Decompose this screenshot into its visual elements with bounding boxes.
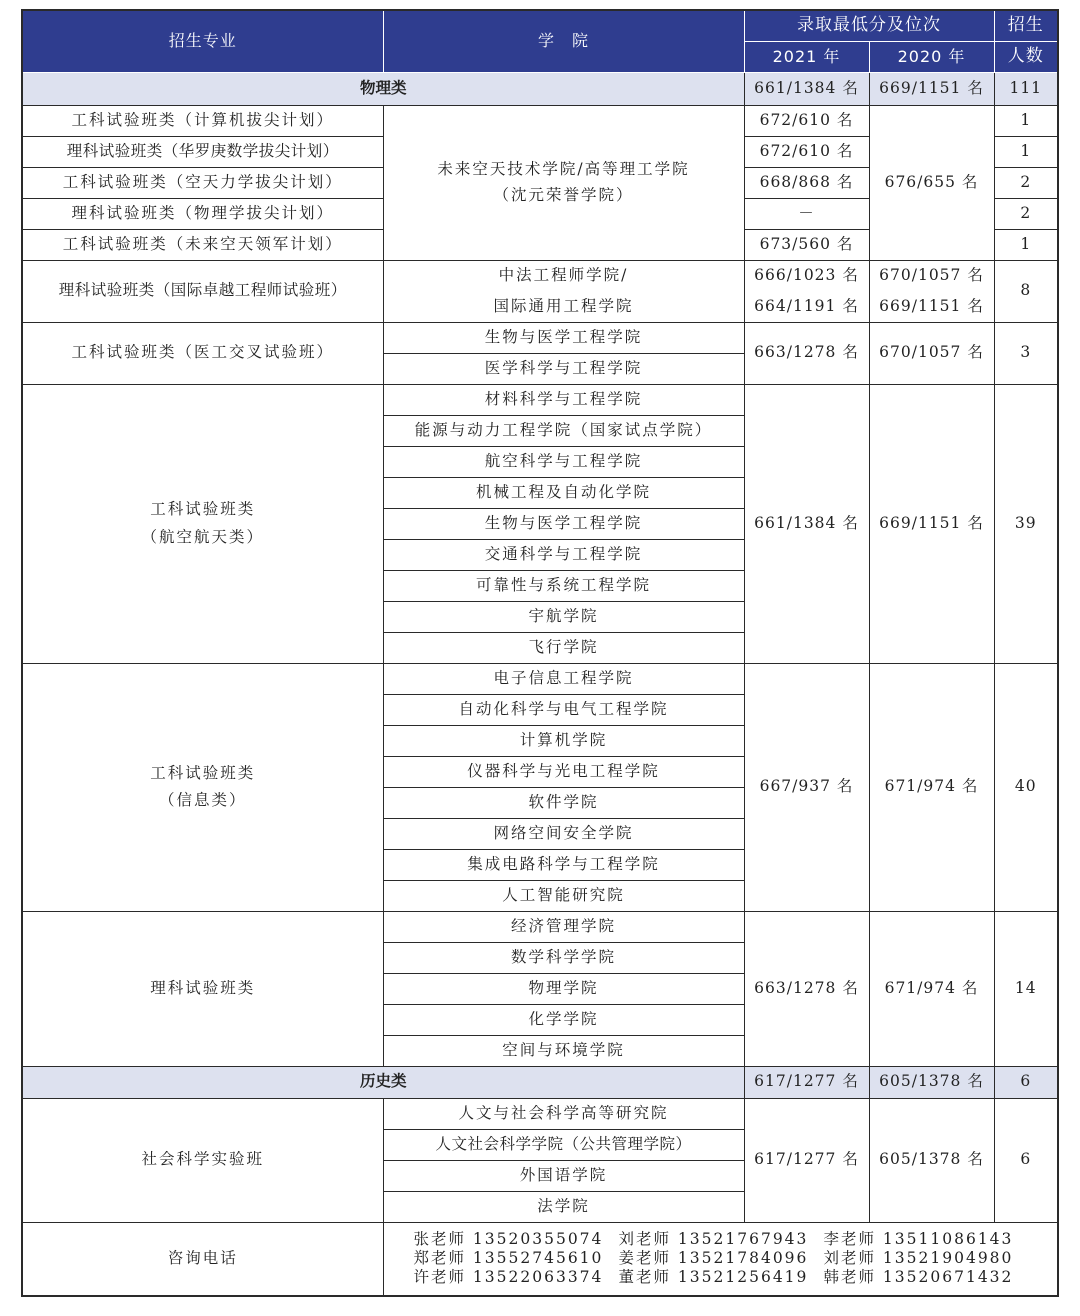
count-cell: 1 [994,136,1058,167]
college-cell: 电子信息工程学院 [383,663,744,694]
college-cell: 法学院 [383,1191,744,1222]
contact-entry: 张老师 13520355074 [413,1229,604,1248]
contact-list [383,1222,1058,1296]
college-cell: 生物与医学工程学院 [383,508,744,539]
college-line: 未来空天技术学院/高等理工学院 [437,160,690,179]
college-cell: 人文与社会科学高等研究院 [383,1098,744,1129]
table-row [22,260,1058,291]
section-history-label: 历史类 [22,1066,744,1098]
count-cell: 40 [994,663,1058,911]
college-cell: 外国语学院 [383,1160,744,1191]
college-cell: 仪器科学与光电工程学院 [383,756,744,787]
college-cell: 数学科学学院 [383,942,744,973]
header-year-2020: 2020 年 [869,41,994,72]
contact-entry: 许老师 13522063374 [413,1268,604,1287]
college-cell: 自动化科学与电气工程学院 [383,694,744,725]
score-2020-cell: 671/974 名 [869,911,994,1066]
header-college: 学 院 [383,10,744,72]
major-cell-aero [22,384,383,663]
college-cell-future [383,105,744,260]
header-enroll-line2: 人数 [994,41,1058,72]
score-line: 666/1023 名 [754,265,859,284]
major-line: 工科试验班类 [150,763,256,782]
college-cell: 机械工程及自动化学院 [383,477,744,508]
college-cell: 可靠性与系统工程学院 [383,570,744,601]
contact-entry: 郑老师 13552745610 [413,1249,604,1268]
count-cell: 3 [994,322,1058,384]
contact-entry: 李老师 13511086143 [823,1229,1014,1248]
score-2021-cell [744,260,869,322]
count-cell: 6 [994,1098,1058,1222]
major-cell: 工科试验班类（空天力学拔尖计划） [22,167,383,198]
college-cell: 软件学院 [383,787,744,818]
major-cell: 理科试验班类 [22,911,383,1066]
score-2020-cell: 669/1151 名 [869,384,994,663]
table-row [22,911,1058,942]
score-2020-cell [869,260,994,322]
score-2021-cell: 663/1278 名 [744,322,869,384]
contact-entry: 刘老师 13521767943 [618,1229,809,1248]
score-2020-cell: 671/974 名 [869,663,994,911]
admission-score-table [21,9,1059,1297]
section-physics-label: 物理类 [22,72,744,105]
college-cell: 航空科学与工程学院 [383,446,744,477]
score-2021-cell: 673/560 名 [744,229,869,260]
score-2021-cell: 667/937 名 [744,663,869,911]
college-cell: 空间与环境学院 [383,1035,744,1066]
table-row [22,663,1058,694]
table-row [22,1098,1058,1129]
major-line: （信息类） [158,791,247,809]
score-2020-cell: 605/1378 名 [869,1098,994,1222]
history-score-2020: 605/1378 名 [869,1066,994,1098]
score-2021-cell: 668/868 名 [744,167,869,198]
header-score-rank: 录取最低分及位次 [744,10,994,41]
contact-entry: 姜老师 13521784096 [618,1249,809,1268]
major-cell: 理科试验班类（国际卓越工程师试验班） [22,260,383,322]
history-score-2021: 617/1277 名 [744,1066,869,1098]
major-line: （航空航天类） [141,527,264,546]
count-cell: 1 [994,105,1058,136]
major-cell: 理科试验班类（物理学拔尖计划） [22,198,383,229]
college-cell: 生物与医学工程学院 [383,322,744,353]
major-cell: 社会科学实验班 [22,1098,383,1222]
major-line: 工科试验班类 [150,500,256,519]
contact-line [384,1230,1058,1249]
score-line: 669/1151 名 [879,297,984,315]
table-row [22,105,1058,136]
score-2020-cell: 670/1057 名 [869,322,994,384]
score-2021-cell: － [744,198,869,229]
count-cell: 14 [994,911,1058,1066]
college-cell: 集成电路科学与工程学院 [383,849,744,880]
college-cell: 飞行学院 [383,632,744,663]
college-line: 中法工程师学院/ [498,265,629,284]
major-cell: 理科试验班类（华罗庚数学拔尖计划） [22,136,383,167]
contact-line [384,1249,1058,1268]
college-cell: 化学学院 [383,1004,744,1035]
count-cell: 1 [994,229,1058,260]
table-row [22,322,1058,353]
score-2021-cell: 617/1277 名 [744,1098,869,1222]
major-cell: 工科试验班类（计算机拔尖计划） [22,105,383,136]
count-cell: 8 [994,260,1058,322]
score-2021-cell: 663/1278 名 [744,911,869,1066]
college-cell-intl [383,260,744,322]
count-cell: 2 [994,198,1058,229]
physics-score-2020: 669/1151 名 [869,72,994,105]
header-enroll-line1: 招生 [994,10,1058,41]
history-count: 6 [994,1066,1058,1098]
contact-entry: 董老师 13521256419 [618,1268,809,1287]
college-cell: 计算机学院 [383,725,744,756]
score-line: 664/1191 名 [754,297,859,315]
count-cell: 39 [994,384,1058,663]
college-cell: 医学科学与工程学院 [383,353,744,384]
score-2021-cell: 661/1384 名 [744,384,869,663]
college-cell: 宇航学院 [383,601,744,632]
college-cell: 人工智能研究院 [383,880,744,911]
score-2021-cell: 672/610 名 [744,105,869,136]
score-2021-cell: 672/610 名 [744,136,869,167]
major-cell-info [22,663,383,911]
college-line: （沈元荣誉学院） [493,185,634,204]
header-major: 招生专业 [22,10,383,72]
college-line: 国际通用工程学院 [493,297,634,315]
table-row [22,384,1058,415]
college-cell: 经济管理学院 [383,911,744,942]
major-cell: 工科试验班类（未来空天领军计划） [22,229,383,260]
college-cell: 材料科学与工程学院 [383,384,744,415]
score-2020-cell: 676/655 名 [869,105,994,260]
college-cell: 能源与动力工程学院（国家试点学院） [383,415,744,446]
college-cell: 交通科学与工程学院 [383,539,744,570]
contact-entry: 韩老师 13520671432 [823,1268,1014,1287]
college-cell: 人文社会科学学院（公共管理学院） [383,1129,744,1160]
header-year-2021: 2021 年 [744,41,869,72]
contact-line [384,1268,1058,1287]
physics-count: 111 [994,72,1058,105]
score-line: 670/1057 名 [879,265,984,284]
contact-label: 咨询电话 [22,1222,383,1296]
college-cell: 网络空间安全学院 [383,818,744,849]
count-cell: 2 [994,167,1058,198]
contact-entry: 刘老师 13521904980 [823,1249,1014,1268]
college-cell: 物理学院 [383,973,744,1004]
physics-score-2021: 661/1384 名 [744,72,869,105]
major-cell: 工科试验班类（医工交叉试验班） [22,322,383,384]
